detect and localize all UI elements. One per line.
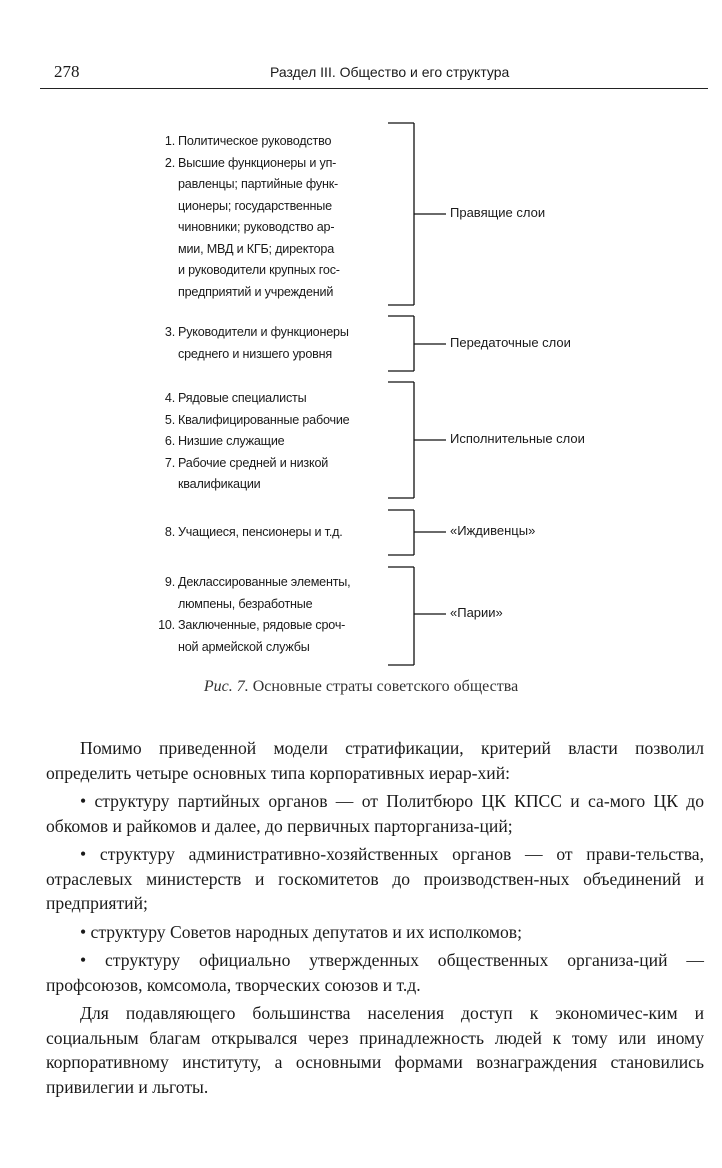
bullet-paragraph: • структуру Советов народных депутатов и их исполкомов;: [80, 921, 522, 942]
page-number: 278: [54, 62, 80, 81]
stratum-group-transmission: 3. Руководители и функционеры среднего и низшего уровня: [178, 322, 349, 365]
body-text: [46, 736, 704, 1103]
stratum-item: 7. Рабочие средней и низкой: [164, 455, 329, 470]
stratum-item: 5. Квалифицированные рабочие: [164, 412, 350, 427]
bullet-paragraph: • структуру официально утвержденных общественных организа-ций — профсоюзов, комсомола, творческих союзов и т.д.: [46, 950, 704, 995]
stratum-item: 8. Учащиеся, пенсионеры и т.д.: [164, 525, 343, 539]
bullet-paragraph: • структуру партийных органов — от Политбюро ЦК КПСС и са-мого ЦК до обкомов и райкомов и далее, до первичных парторганиза-ций;: [46, 791, 704, 836]
figure-caption-text: Основные страты советского общества: [252, 678, 519, 695]
group-label-ruling: Правящие слои: [450, 205, 546, 220]
group-label-pariahs: «Парии»: [450, 605, 503, 620]
stratum-item: 2. Высшие функционеры и уп-: [164, 155, 337, 170]
group-label-dependents: «Иждивенцы»: [450, 523, 536, 538]
stratum-item: 3. Руководители и функционеры: [164, 325, 349, 339]
paragraph: Помимо приведенной модели стратификации, критерий власти позволил определить четыре основных типа корпоративных иерар-хий:: [46, 738, 704, 783]
stratum-group-dependents: [164, 522, 343, 544]
stratum-group-pariahs: 9. Деклассированные элементы, люмпены, безработные 10. Заключенные, рядовые сроч- ной армейской службы: [178, 572, 350, 658]
group-label-executive: Исполнительные слои: [450, 431, 585, 446]
stratum-item: 10. Заключенные, рядовые сроч-: [158, 618, 346, 632]
figure-caption: [0, 678, 722, 696]
group-label-transmission: Передаточные слои: [450, 335, 571, 350]
stratum-group-executive: 4. Рядовые специалисты 5. Квалифицированные рабочие 6. Низшие служащие 7. Рабочие средней и низкой квалификации: [178, 388, 350, 496]
stratum-item: 4. Рядовые специалисты: [164, 391, 307, 405]
stratum-item: 6. Низшие служащие: [164, 434, 285, 448]
figure-caption-label: Рис. 7.: [203, 678, 249, 695]
bullet-paragraph: • структуру административно-хозяйственных органов — от прави-тельства, отраслевых министерств и госкомитетов до производствен-ных объединений и предприятий;: [46, 844, 704, 913]
paragraph: Для подавляющего большинства населения доступ к экономичес-ким и социальным благам открывался через принадлежность людей к тому или иному корпоративному институту, а основными формами вознаграждения становились привилегии и льготы.: [46, 1003, 704, 1097]
stratum-item: 1. Политическое руководство: [164, 134, 332, 148]
stratum-item: 9. Деклассированные элементы,: [164, 575, 351, 589]
stratum-group-ruling: 1. Политическое руководство 2. Высшие функционеры и уп- равленцы; партийные функ- ционеры; государственные чиновники; руководство ар- мии, МВД и КГБ; директора и руководители крупных гос- предприятий и учреждений: [178, 131, 340, 303]
running-head: Раздел III. Общество и его структура: [270, 64, 510, 80]
